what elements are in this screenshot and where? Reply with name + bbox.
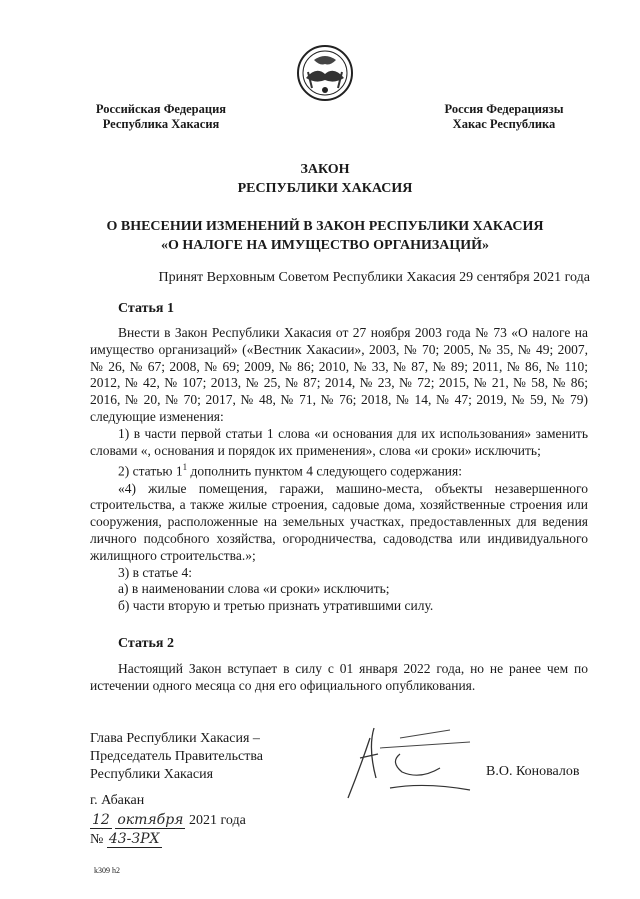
law-subject-line1: О ВНЕСЕНИИ ИЗМЕНЕНИЙ В ЗАКОН РЕСПУБЛИКИ ХАКАСИЯ <box>106 219 544 234</box>
header-left-line1: Российская Федерация <box>95 102 227 116</box>
header-left <box>86 102 236 132</box>
signatory-title-line3: Республики Хакасия <box>90 767 214 782</box>
signatory-title-line2: Председатель Правительства <box>90 749 263 764</box>
footer-code: k309 h2 <box>94 866 120 875</box>
date-year: 2021 года <box>188 813 246 828</box>
date-day: 12 <box>92 812 110 828</box>
header-right-line1: Россия Федерациязы <box>444 102 564 116</box>
law-title-region: РЕСПУБЛИКИ ХАКАСИЯ <box>237 181 413 196</box>
signatory-name: В.О. Коновалов <box>486 764 580 779</box>
handwritten-signature <box>330 718 480 808</box>
header-left-line2: Республика Хакасия <box>102 117 220 131</box>
number-value: 43-ЗРХ <box>108 831 160 847</box>
signing-date <box>90 812 300 829</box>
article-1-item-1: 1) в части первой статьи 1 слова «и основания для их использования» заменить словами «, основания и порядок их применения», слова «и сроки» исключить; <box>90 425 588 458</box>
article-2-body <box>90 661 588 695</box>
article-2-text: Настоящий Закон вступает в силу с 01 января 2022 года, но не ранее чем по истечении одного месяца со дня его официального опубликования. <box>90 661 588 693</box>
article-2-heading: Статья 2 <box>118 636 174 651</box>
article-1-item-3a: а) в наименовании слова «и сроки» исключить; <box>118 581 390 597</box>
law-subject-line2: «О НАЛОГЕ НА ИМУЩЕСТВО ОРГАНИЗАЦИЙ» <box>160 238 490 253</box>
article-1-item-3b: б) части вторую и третью признать утратившими силу. <box>118 598 434 614</box>
coat-of-arms-emblem <box>296 44 354 102</box>
item-2-text-post: дополнить пунктом 4 следующего содержания: <box>187 463 462 479</box>
article-1-item-2 <box>90 459 588 480</box>
signing-city: г. Абакан <box>90 793 145 808</box>
header-right <box>436 102 572 132</box>
date-month: октября <box>117 812 184 828</box>
number-prefix: № <box>90 832 104 847</box>
signatory-title <box>90 730 263 784</box>
law-title: ЗАКОН <box>300 162 350 177</box>
law-number <box>90 831 210 848</box>
article-1-heading: Статья 1 <box>118 301 174 316</box>
article-1-item-3: 3) в статье 4: <box>118 564 192 580</box>
article-1-intro: Внести в Закон Республики Хакасия от 27 ноября 2003 года № 73 «О налоге на имущество организаций» («Вестник Хакасии», 2003, № 70; 2005, № 35, № 49; 2007, № 26, № 67; 2008, № 69; 2009, № 86; 2010, № 33, № 87, № 89; 2011, № 86, № 110; 2012, № 42, № 107; 2013, № 25, № 87; 2014, № 23, № 72; 2015, № 21, № 58, № 86; 2016, № 20, № 70; 2017, № 48, № 71, № 76; 2018, № 14, № 47; 2019, № 59, № 79) следующие изменения: <box>90 325 588 424</box>
item-2-superscript: 1 <box>182 462 188 473</box>
signatory-title-line1: Глава Республики Хакасия – <box>90 731 260 746</box>
article-1-body <box>90 325 588 615</box>
article-1-item-2-quote: «4) жилые помещения, гаражи, машино-места, объекты незавершенного строительства, а также жилые строения, садовые дома, хозяйственные строения или сооружения, расположенные на земельных участках, предоставленных для ведения личного подсобного хозяйства, огородничества, садоводства или индивидуального жилищного строительства.»; <box>90 480 588 563</box>
adoption-statement: Принят Верховным Советом Республики Хакасия 29 сентября 2021 года <box>158 270 590 285</box>
item-2-text-pre: 2) статью 1 <box>118 463 183 479</box>
header-right-line2: Хакас Республика <box>452 117 556 131</box>
